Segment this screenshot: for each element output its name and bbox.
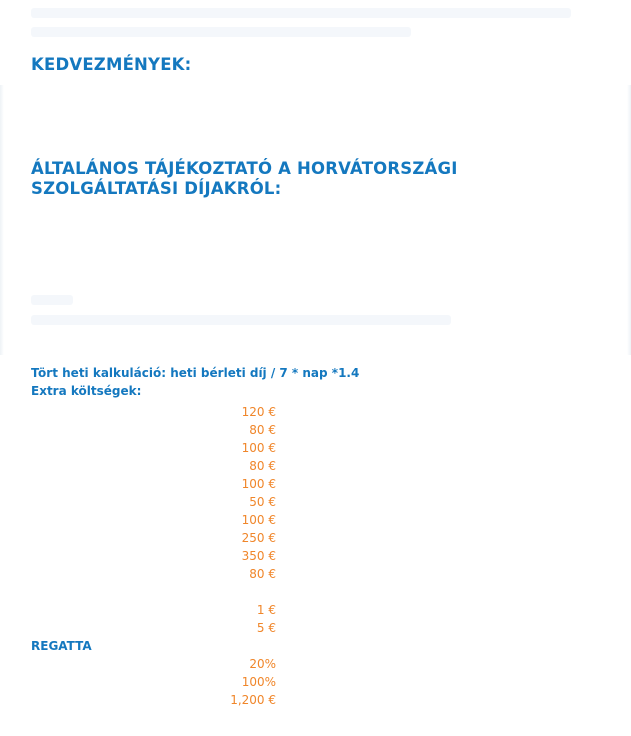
faint-text-line bbox=[31, 8, 571, 18]
regatta-price: 20% bbox=[249, 657, 276, 671]
extra-price: 100 € bbox=[241, 441, 276, 455]
regatta-price: 100% bbox=[241, 675, 276, 689]
small-price: 1 € bbox=[256, 603, 276, 617]
panel-edge-left bbox=[0, 85, 4, 355]
extra-price: 50 € bbox=[249, 495, 276, 509]
panel-edge-right bbox=[627, 85, 631, 355]
extra-price: 80 € bbox=[249, 567, 276, 581]
general-info-heading-line1: ÁLTALÁNOS TÁJÉKOZTATÓ A HORVÁTORSZÁGI bbox=[31, 159, 458, 178]
extra-price: 100 € bbox=[241, 477, 276, 491]
discounts-heading: KEDVEZMÉNYEK: bbox=[31, 55, 192, 74]
small-price: 5 € bbox=[256, 621, 276, 635]
regatta-price: 1,200 € bbox=[230, 693, 276, 707]
faint-text-line bbox=[31, 27, 411, 37]
extra-price: 250 € bbox=[241, 531, 276, 545]
extra-costs-label: Extra költségek: bbox=[31, 384, 142, 398]
extra-price: 100 € bbox=[241, 513, 276, 527]
extra-price: 350 € bbox=[241, 549, 276, 563]
extra-price: 80 € bbox=[249, 459, 276, 473]
general-info-heading-line2: SZOLGÁLTATÁSI DÍJAKRÓL: bbox=[31, 179, 282, 198]
extra-price: 120 € bbox=[241, 405, 276, 419]
faint-text-line bbox=[31, 315, 451, 325]
weekly-fraction-calculation: Tört heti kalkuláció: heti bérleti díj / 7 * nap *1.4 bbox=[31, 366, 360, 380]
regatta-label: REGATTA bbox=[31, 639, 92, 653]
faint-text-line bbox=[31, 295, 73, 305]
extra-price: 80 € bbox=[249, 423, 276, 437]
